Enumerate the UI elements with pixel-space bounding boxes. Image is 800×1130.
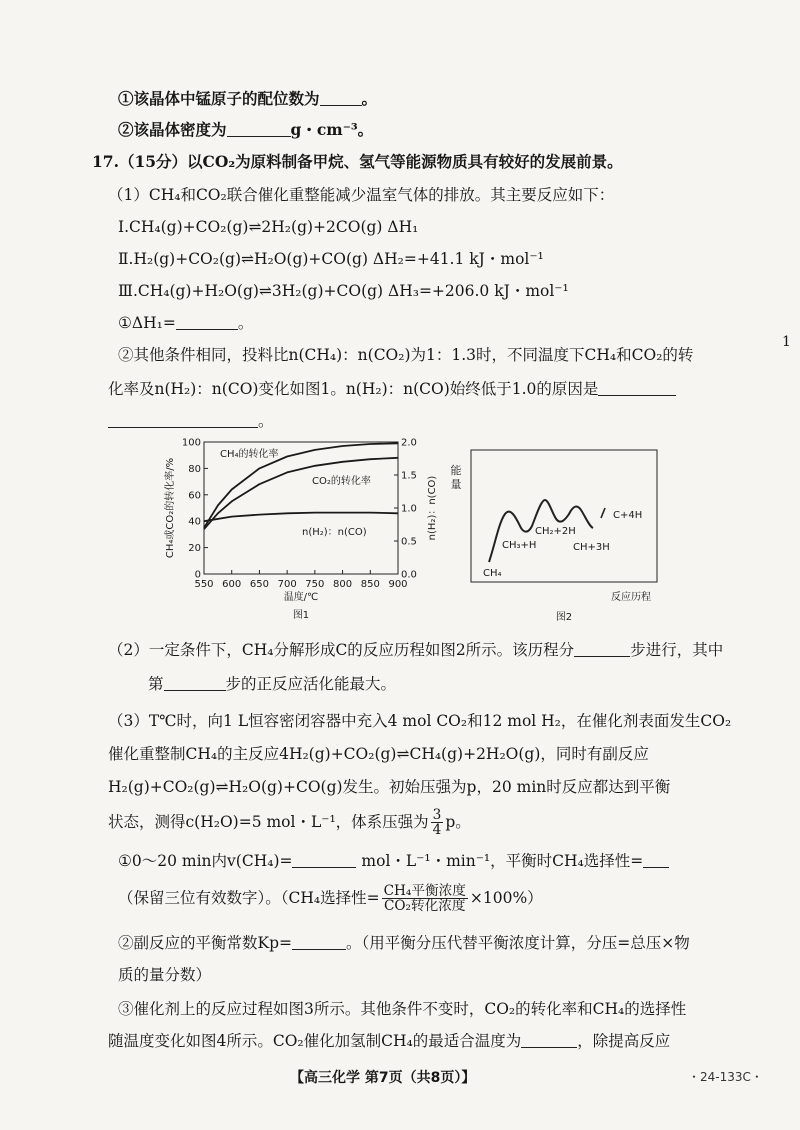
question-line: 质的量分数） [118, 966, 212, 984]
fig1-right-axis-label: n(H₂)：n(CO) [427, 475, 438, 541]
fig1-x-tick-label: 600 [222, 579, 242, 590]
fig1-co2-conversion-line [204, 458, 398, 529]
page-code: ・24-133C・ [688, 1070, 763, 1084]
fig2-y-axis-label: 量 [450, 478, 462, 491]
question-line: ①0～20 min内v(CH₄)= mol・L⁻¹・min⁻¹，平衡时CH₄选择性= [118, 852, 669, 871]
fig1-y-tick-label: 40 [188, 516, 201, 528]
question-line: 催化重整制CH₄的主反应4H₂(g)+CO₂(g)⇌CH₄(g)+2H₂O(g)，同时有副反应 [108, 745, 649, 763]
fig1-x-axis-label: 温度/℃ [283, 592, 319, 603]
margin-mark: 1 [782, 334, 791, 350]
fig2-species: CH₃+H [502, 540, 537, 551]
fig1-x-tick-label: 750 [305, 579, 325, 590]
fig1-x-tick-label: 550 [194, 579, 214, 590]
question-line: ③催化剂上的反应过程如图3所示。其他条件不变时，CO₂的转化率和CH₄的选择性 [118, 1000, 687, 1018]
question-line: （2）一定条件下，CH₄分解形成C的反应历程如图2所示。该历程分 步进行，其中 [108, 641, 724, 659]
fig1-co2-label: CO₂的转化率 [312, 476, 371, 487]
question-line: （1）CH₄和CO₂联合催化重整能减少温室气体的排放。其主要反应如下： [108, 186, 615, 204]
question-line: 随温度变化如图4所示。CO₂催化加氢制CH₄的最适合温度为 ，除提高反应 [108, 1032, 671, 1050]
fig1-y-tick-label: 100 [181, 437, 201, 449]
reaction-2: Ⅱ.H₂(g)+CO₂(g)⇌H₂O(g)+CO(g) ΔH₂=+41.1 kJ・mol⁻¹ [118, 250, 544, 268]
fig2-caption: 图2 [555, 612, 573, 623]
fig1-y-tick-label: 20 [188, 543, 201, 555]
question-line: （3）T℃时，向1 L恒容密闭容器中充入4 mol CO₂和12 mol H₂，在催化剂表面发生CO₂ [108, 712, 732, 730]
fig1-left-axis-label: CH₄或CO₂的转化率/% [165, 457, 176, 559]
question-line: 第 步的正反应活化能最大。 [148, 675, 397, 693]
fig1-right-tick-label: 0.0 [401, 569, 417, 581]
fraction: $\frac{\text{CH₄平衡浓度}}{\text{CO₂转化浓度}}$ [383, 883, 466, 915]
fig1-y-tick-label: 0 [194, 569, 201, 581]
question-line: 状态，测得c(H₂O)=5 mol・L⁻¹，体系压强为 $\frac{3}{4}$ p。 [108, 807, 471, 839]
fig2-x-axis-label: 反应历程 [611, 592, 651, 603]
question-line: ②副反应的平衡常数Kp= 。（用平衡分压代替平衡浓度计算，分压=总压×物 [118, 934, 690, 952]
fraction: $\frac{3}{4}$ [432, 807, 442, 839]
question-line: ②该晶体密度为 g・cm⁻³。 [118, 120, 374, 139]
fig2-energy-curve-segment [601, 508, 605, 518]
reaction-3: Ⅲ.CH₄(g)+H₂O(g)⇌3H₂(g)+CO(g) ΔH₃=+206.0 kJ・mol⁻¹ [118, 282, 569, 300]
fig1-y-tick-label: 60 [188, 490, 201, 502]
fig1-caption: 图1 [292, 610, 310, 621]
figure-1-chart [160, 432, 445, 622]
fig2-y-axis-label: 能 [450, 464, 462, 477]
fig1-right-tick-label: 2.0 [401, 437, 417, 449]
fig1-x-tick-label: 800 [333, 579, 353, 590]
fig1-h2-co-ratio-line [204, 513, 398, 522]
question-line: H₂(g)+CO₂(g)⇌H₂O(g)+CO(g)发生。初始压强为p，20 min时反应都达到平衡 [108, 778, 671, 796]
fig1-right-tick-label: 1.0 [401, 503, 417, 515]
question-line: ①ΔH₁= 。 [118, 314, 254, 332]
fig2-species: CH+3H [573, 542, 610, 553]
question-line: ②其他条件相同，投料比n(CH₄)：n(CO₂)为1：1.3时，不同温度下CH₄和CO₂的转 [118, 346, 694, 364]
question-line: ①该晶体中锰原子的配位数为 。 [118, 89, 378, 108]
fig1-right-tick-label: 1.5 [401, 470, 417, 482]
fig1-ratio-label: n(H₂)：n(CO) [302, 527, 367, 538]
question-line: （保留三位有效数字）。（CH₄选择性= $\frac{\text{CH₄平衡浓度}}{\text{CO₂转化浓度}}$ ×100%） [118, 883, 543, 915]
question-17-header: 17.（15分）以CO₂为原料制备甲烷、氢气等能源物质具有较好的发展前景。 [92, 152, 623, 171]
fig1-right-tick-label: 0.5 [401, 536, 417, 548]
fig2-species: CH₂+2H [535, 526, 576, 537]
question-line: 化率及n(H₂)：n(CO)变化如图1。n(H₂)：n(CO)始终低于1.0的原因是 [108, 380, 676, 399]
fig1-x-tick-label: 650 [249, 579, 269, 590]
fig1-ch4-label: CH₄的转化率 [220, 449, 279, 460]
question-line: 。 [108, 412, 274, 431]
fig2-species: CH₄ [483, 568, 502, 579]
fig2-species: C+4H [613, 510, 643, 521]
fig1-y-tick-label: 80 [188, 463, 201, 475]
figure-2-diagram [445, 440, 665, 630]
fig1-x-tick-label: 900 [388, 579, 408, 590]
page-footer: 【高三化学 第7页（共8页）】 [290, 1070, 476, 1086]
fig1-x-tick-label: 850 [360, 579, 380, 590]
fig1-x-tick-label: 700 [277, 579, 297, 590]
reaction-1: Ⅰ.CH₄(g)+CO₂(g)⇌2H₂(g)+2CO(g) ΔH₁ [118, 218, 419, 236]
